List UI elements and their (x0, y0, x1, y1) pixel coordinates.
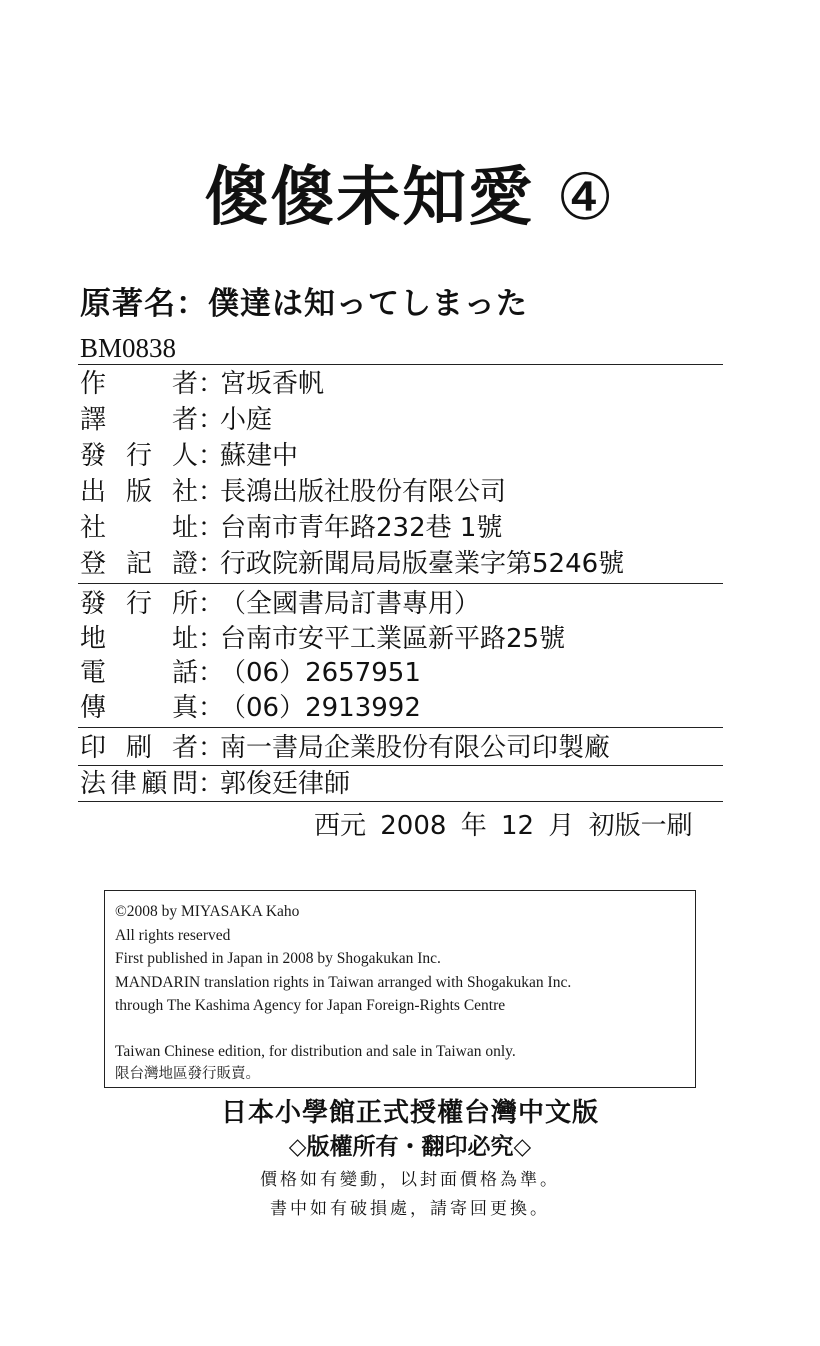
info-label: 發行人 (80, 441, 198, 471)
rights-line: through The Kashima Agency for Japan Foreign-Rights Centre (115, 997, 506, 1014)
info-label: 法律顧問 (80, 769, 198, 799)
info-row-registration (80, 547, 624, 581)
info-label: 地址 (80, 624, 198, 654)
price-note: 價格如有變動，以封面價格為準。 (260, 1170, 560, 1190)
authorization-statement: 日本小學館正式授權台灣中文版 (220, 1098, 599, 1128)
rights-notice-box (104, 890, 696, 1088)
spacer (115, 1018, 695, 1040)
divider (78, 364, 723, 365)
info-value: （06）2913992 (220, 693, 421, 723)
rights-line: All rights reserved (115, 926, 231, 944)
rights-line: First published in Japan in 2008 by Shogakukan Inc. (115, 950, 441, 967)
publication-date: 西元 2008 年 12 月 初版一刷 (314, 811, 693, 841)
info-value: 台南市安平工業區新平路25號 (220, 624, 566, 654)
info-value: 行政院新聞局局版臺業字第5246號 (220, 549, 625, 579)
info-value: （06）2657951 (220, 658, 421, 688)
info-label: 傳真 (80, 693, 198, 723)
info-colon: ： (198, 369, 225, 399)
info-value: 郭俊廷律師 (220, 769, 351, 799)
info-row-printer (80, 731, 610, 765)
book-title (0, 152, 820, 244)
info-colon: ： (198, 549, 225, 579)
info-label: 印刷者 (80, 733, 198, 763)
info-label: 譯者 (80, 405, 198, 435)
rights-line: MANDARIN translation rights in Taiwan arranged with Shogakukan Inc. (115, 973, 572, 991)
book-code: BM0838 (80, 333, 177, 363)
info-colon: ： (198, 658, 225, 688)
copyright-line: ©2008 by MIYASAKA Kaho (115, 903, 300, 920)
info-value: 南一書局企業股份有限公司印製廠 (220, 733, 611, 763)
info-colon: ： (198, 405, 225, 435)
info-colon: ： (198, 769, 225, 799)
info-colon: ： (198, 513, 225, 543)
divider (78, 727, 723, 728)
info-colon: ： (198, 733, 225, 763)
info-value: （全國書局訂書專用） (220, 589, 481, 619)
info-colon: ： (198, 693, 225, 723)
info-value: 蘇建中 (220, 441, 299, 471)
info-label: 出版社 (80, 477, 198, 507)
damage-note: 書中如有破損處，請寄回更換。 (270, 1199, 550, 1219)
info-value: 宮坂香帆 (220, 369, 325, 399)
volume-number: ④ (556, 161, 616, 235)
info-row-author (80, 367, 324, 401)
divider (78, 765, 723, 766)
info-row-translator (80, 403, 272, 437)
info-row-distributor-address (80, 622, 565, 656)
info-value: 台南市青年路232巷 1號 (220, 513, 503, 543)
info-colon: ： (198, 441, 225, 471)
rights-line: Taiwan Chinese edition, for distribution and sale in Taiwan only. (115, 1042, 516, 1060)
info-label: 社址 (80, 513, 198, 543)
info-value: 長鴻出版社股份有限公司 (220, 477, 507, 507)
info-colon: ： (198, 624, 225, 654)
info-row-address (80, 511, 502, 545)
original-title: 原著名：僕達は知ってしまった (80, 286, 528, 322)
info-label: 作者 (80, 369, 198, 399)
info-label: 登記證 (80, 549, 198, 579)
divider (78, 583, 723, 584)
book-title-main: 傻傻未知愛 (204, 161, 535, 235)
info-label: 電話 (80, 658, 198, 688)
info-row-phone (80, 656, 421, 690)
info-row-publisher (80, 475, 506, 509)
info-label: 發行所 (80, 589, 198, 619)
info-value: 小庭 (220, 405, 273, 435)
rights-line-chinese: 限台灣地區發行販賣。 (115, 1066, 260, 1082)
info-row-legal-counsel (80, 767, 350, 801)
info-row-issuer (80, 439, 298, 473)
info-colon: ： (198, 477, 225, 507)
info-row-distributor (80, 587, 480, 621)
divider (78, 801, 723, 802)
all-rights-reserved: ◇版權所有・翻印必究◇ (288, 1134, 532, 1160)
info-colon: ： (198, 589, 225, 619)
info-row-fax (80, 691, 421, 725)
